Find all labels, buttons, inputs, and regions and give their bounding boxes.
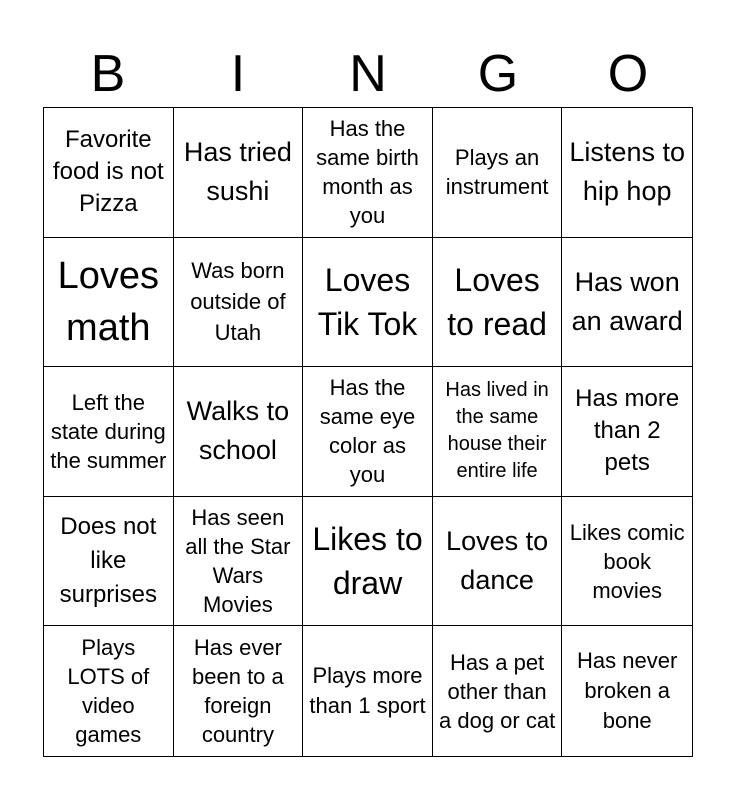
cell-text: Listens to hip hop: [569, 137, 685, 207]
bingo-cell[interactable]: [433, 497, 563, 627]
bingo-cell[interactable]: [174, 497, 304, 627]
cell-text: Has ever been to a foreign country: [192, 635, 284, 748]
bingo-cell[interactable]: [303, 238, 433, 368]
header-letter-n: N: [349, 45, 387, 103]
bingo-cell[interactable]: [562, 497, 692, 627]
header-letter-g: G: [477, 45, 519, 103]
bingo-cell[interactable]: [174, 367, 304, 497]
bingo-cell[interactable]: [562, 367, 692, 497]
bingo-cell[interactable]: [433, 238, 563, 368]
cell-text: Has more than 2 pets: [575, 385, 680, 477]
bingo-cell[interactable]: [174, 626, 304, 756]
bingo-cell[interactable]: [44, 238, 174, 368]
cell-text: Plays more than 1 sport: [309, 663, 426, 719]
cell-text: Loves to read: [447, 261, 547, 342]
bingo-cell[interactable]: [562, 108, 692, 238]
cell-text: Plays an instrument: [445, 145, 549, 200]
bingo-cell[interactable]: [303, 367, 433, 497]
cell-text: Likes comic book movies: [569, 519, 685, 603]
bingo-cell[interactable]: [303, 108, 433, 238]
cell-text: Loves math: [57, 254, 159, 349]
bingo-cell[interactable]: [44, 367, 174, 497]
header-letter-i: I: [230, 45, 246, 103]
cell-text: Walks to school: [186, 396, 290, 466]
bingo-card-grid: [43, 107, 693, 757]
cell-text: Loves to dance: [446, 526, 549, 596]
cell-text: Has won an award: [571, 266, 683, 336]
cell-text: Favorite food is not Pizza: [52, 126, 164, 218]
cell-text: Has never broken a bone: [577, 648, 678, 734]
cell-text: Has tried sushi: [183, 137, 292, 207]
header-letter-o: O: [607, 45, 649, 103]
cell-text: Has seen all the Star Wars Movies: [185, 505, 291, 618]
cell-text: Has the same birth month as you: [316, 116, 419, 229]
bingo-cell[interactable]: [562, 626, 692, 756]
cell-text: Does not like surprises: [59, 513, 157, 609]
bingo-cell[interactable]: [433, 367, 563, 497]
cell-text: Left the state during the summer: [50, 389, 167, 473]
cell-text: Has lived in the same house their entire life: [445, 379, 549, 483]
bingo-header: [43, 40, 693, 108]
cell-text: Has a pet other than a dog or cat: [439, 649, 556, 733]
bingo-cell[interactable]: [433, 108, 563, 238]
bingo-cell[interactable]: [303, 497, 433, 627]
cell-text: Was born outside of Utah: [190, 258, 286, 346]
cell-text: Has the same eye color as you: [319, 375, 416, 488]
header-letter-b: B: [90, 45, 126, 103]
bingo-cell[interactable]: [174, 238, 304, 368]
bingo-cell[interactable]: [174, 108, 304, 238]
bingo-cell[interactable]: [562, 238, 692, 368]
bingo-cell[interactable]: [433, 626, 563, 756]
cell-text: Likes to draw: [312, 521, 423, 602]
bingo-cell[interactable]: [303, 626, 433, 756]
bingo-cell[interactable]: [44, 497, 174, 627]
cell-text: Plays LOTS of video games: [67, 635, 150, 748]
bingo-cell[interactable]: [44, 626, 174, 756]
cell-text: Loves Tik Tok: [317, 261, 418, 342]
bingo-cell[interactable]: [44, 108, 174, 238]
